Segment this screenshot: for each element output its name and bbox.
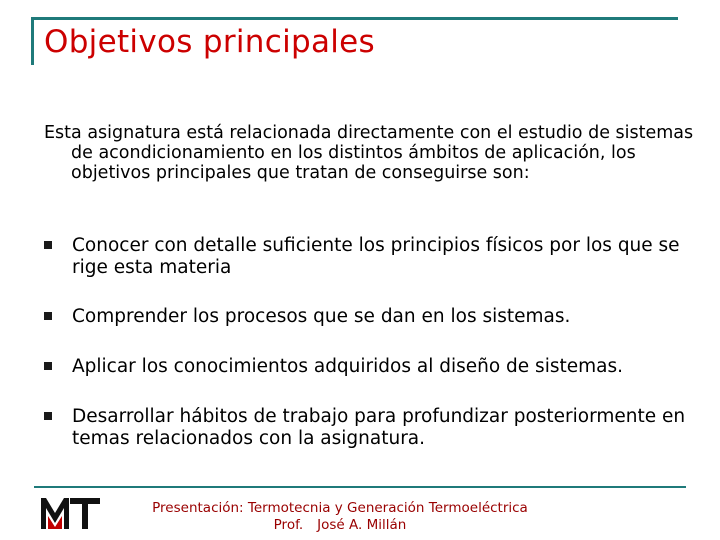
list-item-text: Comprender los procesos que se dan en los sistemas. (72, 306, 571, 327)
page-title: Objetivos principales (44, 24, 375, 60)
footer-text (130, 500, 550, 534)
mt-logo (40, 496, 102, 534)
footer-prof-name: José A. Millán (317, 517, 407, 533)
intro-paragraph: Esta asignatura está relacionada directamente con el estudio de sistemas de acondicionamiento en los distintos ámbitos de aplicación, los objetivos principales que tratan de conseguirse son: (44, 123, 694, 183)
list-item-text: Conocer con detalle suficiente los principios físicos por los que se rige esta materia (72, 235, 680, 278)
footer-course: Presentación: Termotecnia y Generación Termoeléctrica (152, 500, 528, 516)
list-item-text: Aplicar los conocimientos adquiridos al diseño de sistemas. (72, 356, 623, 377)
square-bullet-icon (44, 241, 52, 249)
square-bullet-icon (44, 412, 52, 420)
footer-prof-label: Prof. (273, 517, 304, 533)
list-item-text: Desarrollar hábitos de trabajo para profundizar posteriormente en temas relacionados con la asignatura. (72, 406, 686, 449)
square-bullet-icon (44, 312, 52, 320)
footer-professor (130, 517, 550, 534)
footer-divider (34, 486, 686, 488)
square-bullet-icon (44, 362, 52, 370)
